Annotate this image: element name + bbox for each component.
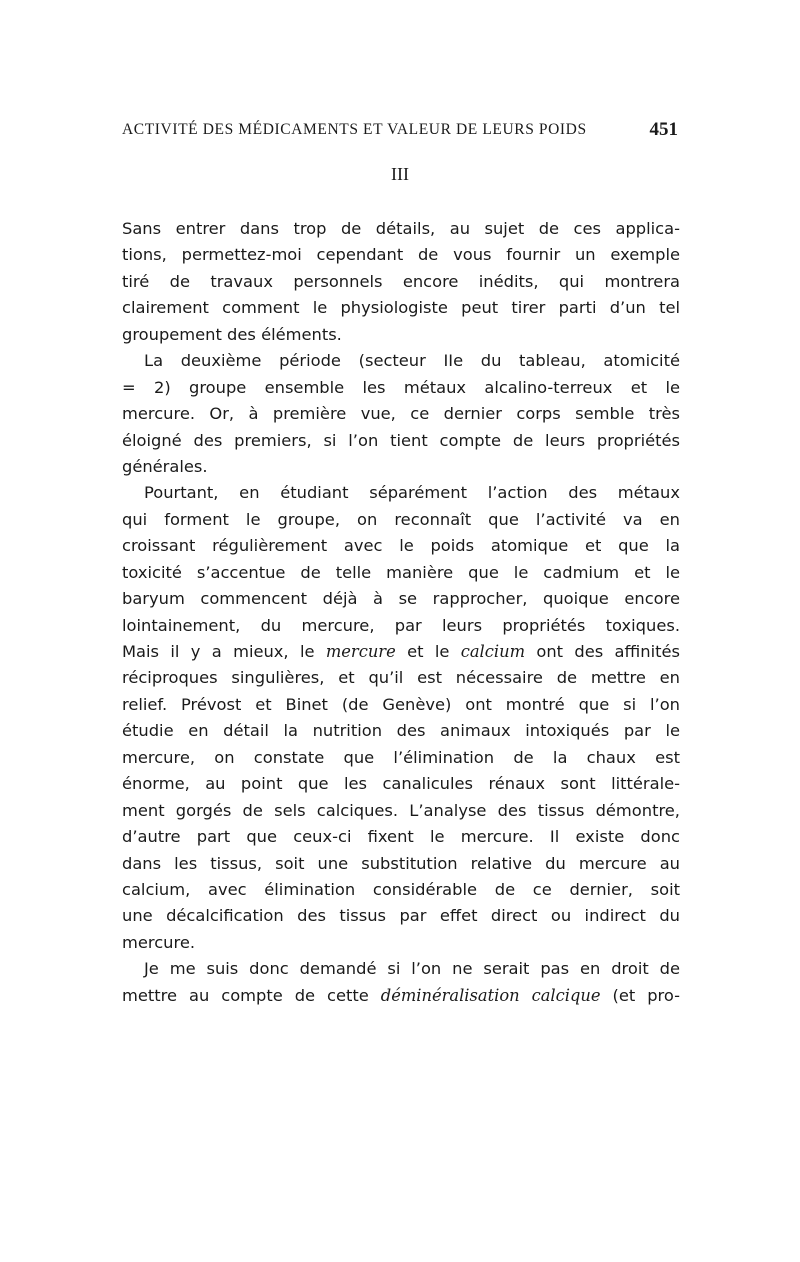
text-line: générales. [122, 456, 208, 476]
text-line: une décalcification des tissus par effet direct ou indirect du [122, 906, 680, 926]
page-number: 451 [649, 119, 678, 140]
text-line: baryum commencent déjà à se rapprocher, quoique encore [122, 589, 680, 609]
body-text [122, 216, 680, 1009]
text-line: groupement des éléments. [122, 324, 342, 344]
text-line: mercure, on constate que l’élimination de la chaux est [122, 747, 680, 767]
text-line: étudie en détail la nutrition des animaux intoxiqués par le [122, 721, 680, 741]
text-line: d’autre part que ceux-ci fixent le mercure. Il existe donc [122, 827, 680, 847]
section-number: III [391, 164, 409, 184]
text-line: ment gorgés de sels calciques. L’analyse des tissus démontre, [122, 800, 680, 820]
text-line: Pourtant, en étudiant séparément l’action des métaux [144, 483, 680, 503]
text-line: dans les tissus, soit une substitution relative du mercure au [122, 853, 680, 873]
text-line: clairement comment le physiologiste peut tirer parti d’un tel [122, 298, 680, 318]
text-line: Mais il y a mieux, le mercure et le calcium ont des affinités [122, 642, 680, 661]
text-line: lointainement, du mercure, par leurs propriétés toxiques. [122, 615, 680, 635]
text-line: éloigné des premiers, si l’on tient compte de leurs propriétés [122, 430, 680, 450]
running-head-title: ACTIVITÉ DES MÉDICAMENTS ET VALEUR DE LEURS POIDS [122, 121, 587, 138]
text-line: toxicité s’accentue de telle manière que le cadmium et le [122, 562, 680, 582]
text-line: Je me suis donc demandé si l’on ne serait pas en droit de [144, 959, 680, 979]
text-line: = 2) groupe ensemble les métaux alcalino-terreux et le [122, 377, 680, 397]
text-line: tiré de travaux personnels encore inédits, qui montrera [122, 271, 680, 291]
text-line: mercure. Or, à première vue, ce dernier corps semble très [122, 404, 680, 424]
text-line: énorme, au point que les canalicules rénaux sont littérale- [122, 774, 680, 794]
text-line: Sans entrer dans trop de détails, au sujet de ces applica- [122, 219, 680, 238]
text-line: mettre au compte de cette déminéralisation calcique (et pro- [122, 985, 680, 1005]
text-line: calcium, avec élimination considérable de ce dernier, soit [122, 879, 680, 899]
text-line: mercure. [122, 932, 196, 952]
text-line: réciproques singulières, et qu’il est nécessaire de mettre en [122, 668, 680, 688]
text-line: tions, permettez-moi cependant de vous fournir un exemple [122, 245, 680, 265]
text-line: La deuxième période (secteur IIe du tableau, atomicité [144, 351, 680, 371]
text-line: croissant régulièrement avec le poids atomique et que la [122, 536, 680, 556]
text-line: qui forment le groupe, on reconnaît que l’activité va en [122, 509, 680, 529]
running-head [122, 116, 678, 144]
text-line: relief. Prévost et Binet (de Genève) ont montré que si l’on [122, 694, 680, 714]
